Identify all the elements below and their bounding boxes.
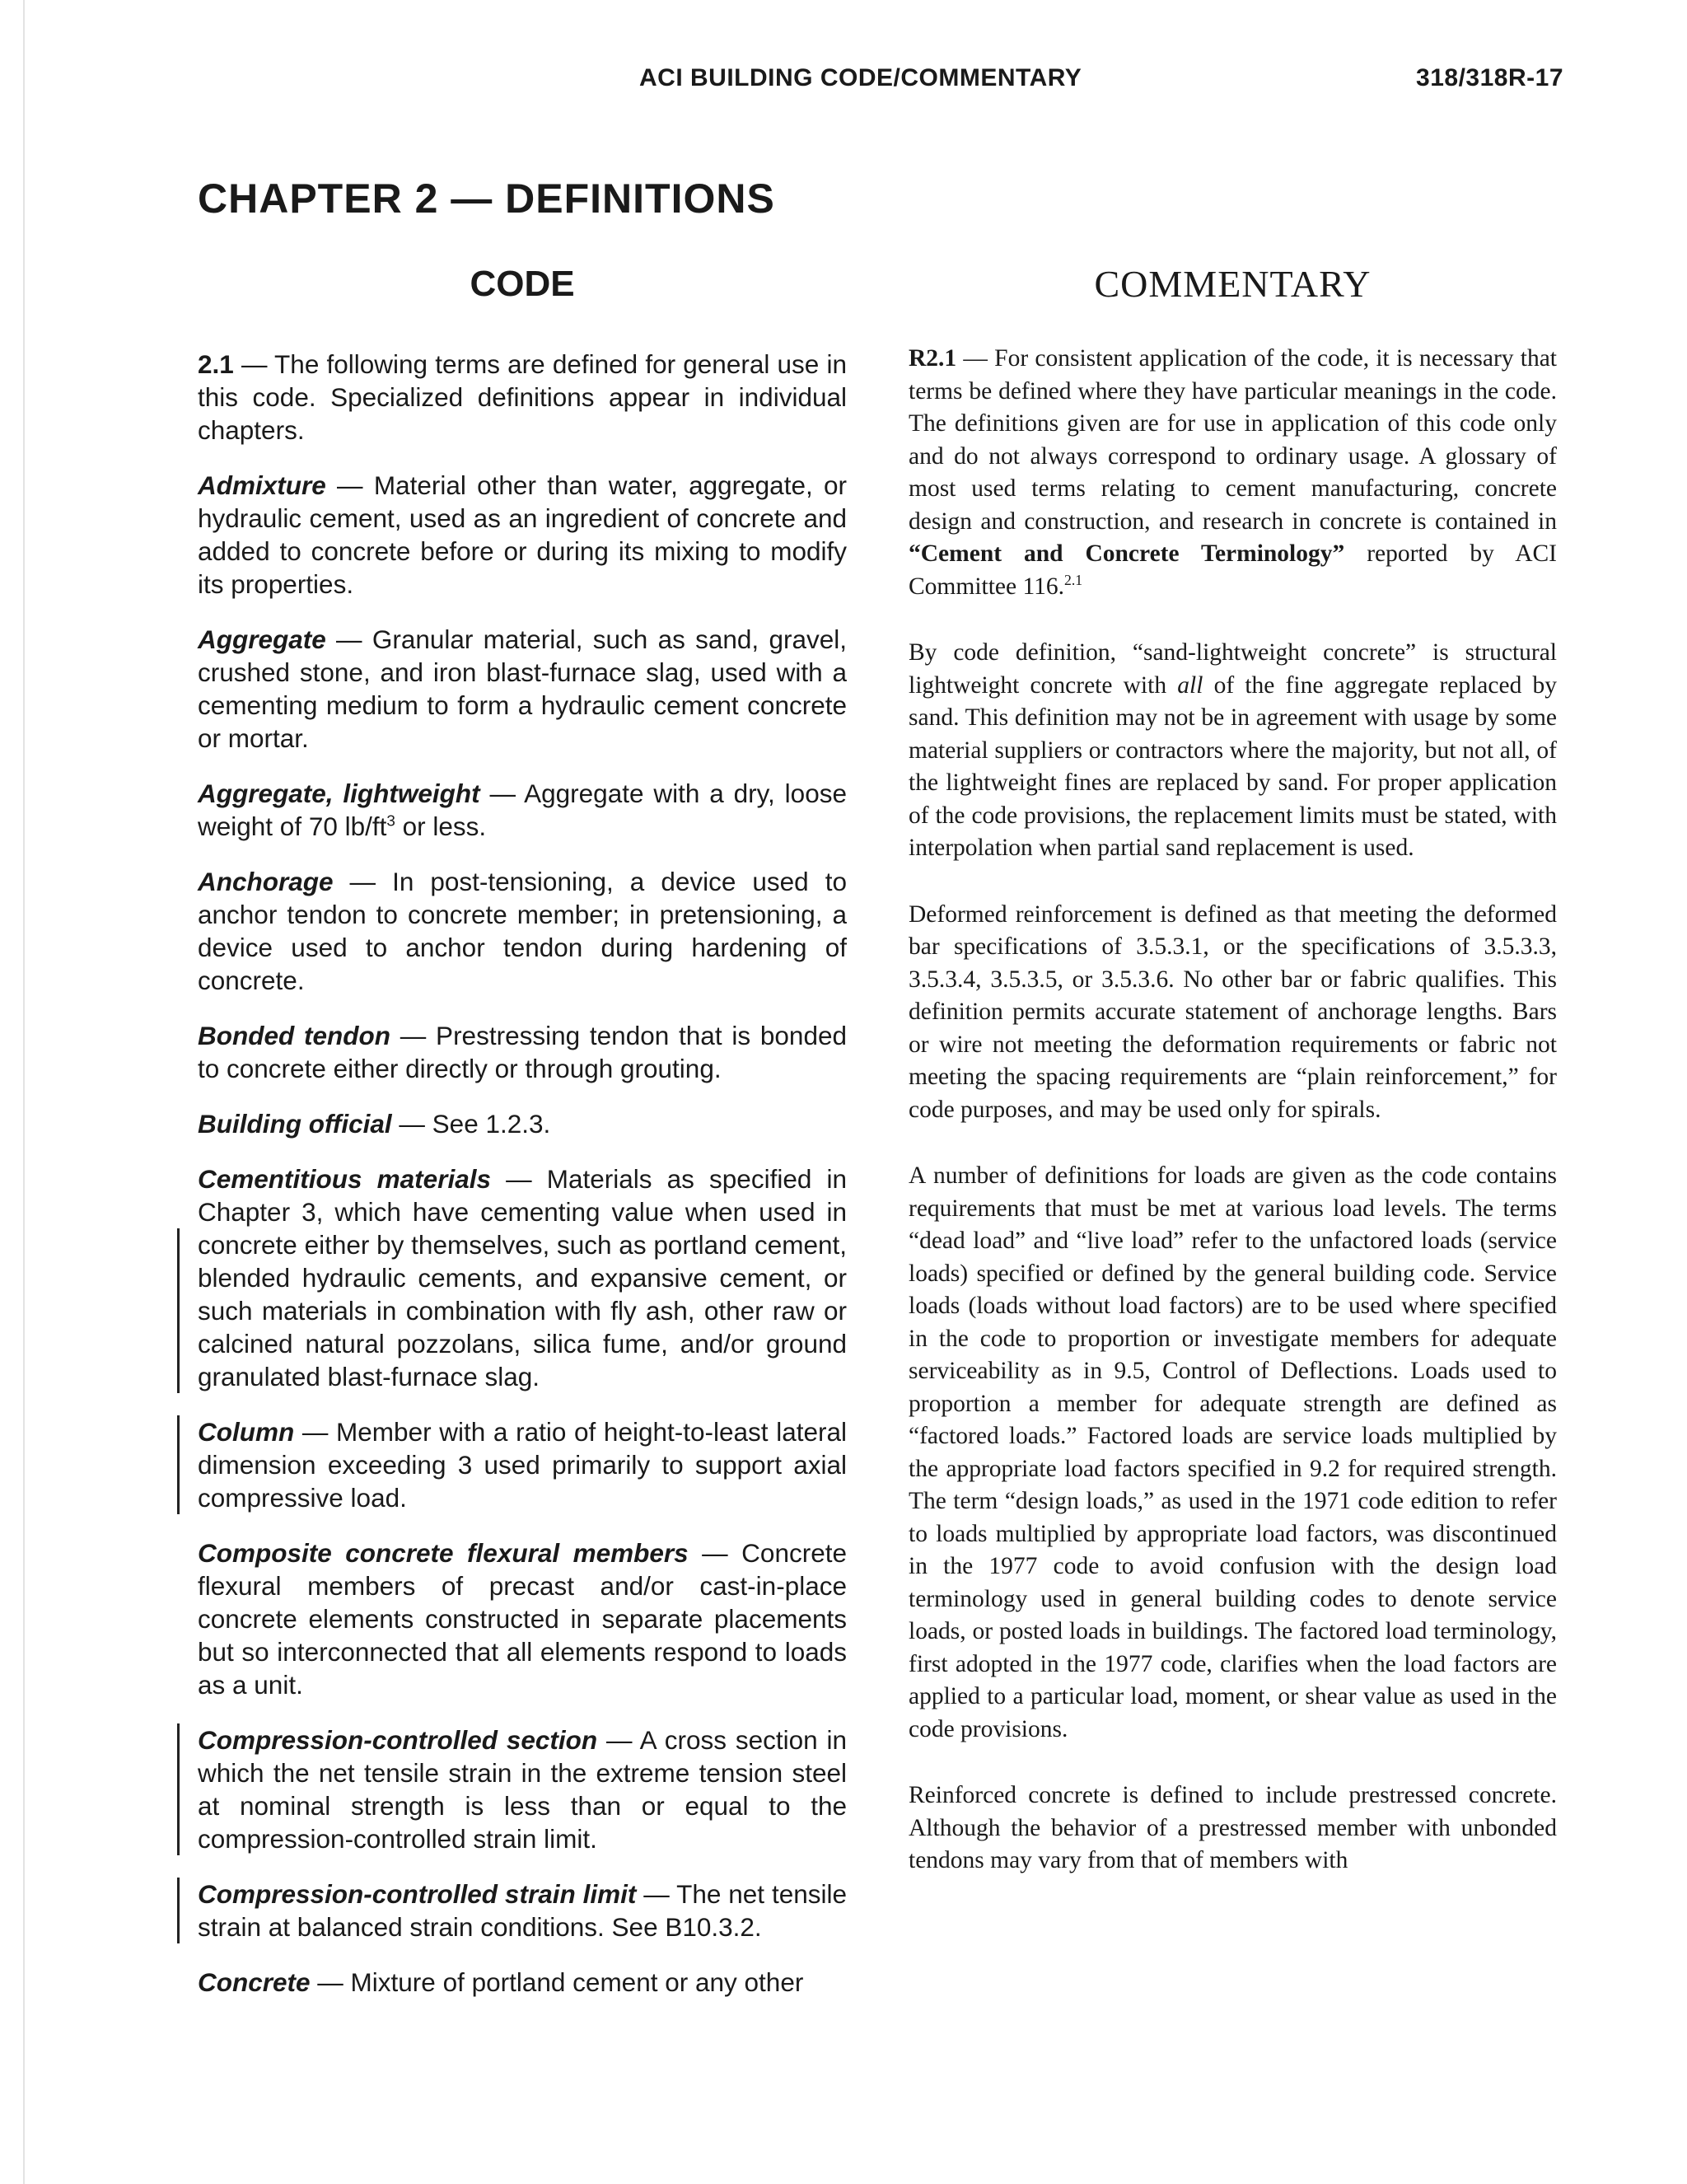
definition-admixture <box>198 469 847 601</box>
definition-bonded-tendon <box>198 1019 847 1085</box>
reference-superscript: 2.1 <box>1064 571 1083 588</box>
definition-text: — The net tensile strain at balanced strain conditions. See B10.3.2. <box>198 1879 847 1942</box>
definition-text: — Prestressing tendon that is bonded to concrete either directly or through grouting. <box>198 1021 847 1083</box>
commentary-r2-1 <box>909 343 1557 603</box>
definition-text: — Mixture of portland cement or any other <box>310 1967 804 1997</box>
code-column-heading: CODE <box>470 264 575 304</box>
revision-bar <box>177 1723 180 1855</box>
definition-text: — In post-tensioning, a device used to anchor tendon to concrete member; in pretensioning, a device used to anchor tendon during hardening of concrete. <box>198 867 847 995</box>
section-number: R2.1 <box>909 345 957 372</box>
commentary-text: By code definition, “sand-lightweight concrete” is structural lightweight concrete with <box>909 639 1557 699</box>
definition-term: Bonded tendon <box>198 1021 390 1050</box>
code-intro <box>198 348 847 447</box>
definition-term: Column <box>198 1417 295 1447</box>
definition-term: Cementitious materials <box>198 1164 491 1194</box>
definition-text: — Aggregate with a dry, loose weight of 70 lb/ft <box>198 779 847 841</box>
revision-bar <box>177 1415 180 1514</box>
scan-edge-line <box>23 0 25 2184</box>
definition-aggregate-lightweight <box>198 777 847 843</box>
definition-text: — Granular material, such as sand, gravel, crushed stone, and iron blast-furnace slag, used with a cementing medium to form a hydraulic cement concrete or mortar. <box>198 624 847 753</box>
emphasis: all <box>1177 671 1203 699</box>
definition-column <box>198 1415 847 1514</box>
definition-aggregate <box>198 623 847 755</box>
definition-compression-controlled-section <box>198 1723 847 1855</box>
definition-term: Concrete <box>198 1967 311 1997</box>
definition-term: Composite concrete flexural members <box>198 1538 689 1568</box>
code-column <box>198 348 847 2021</box>
commentary-sand-lightweight <box>909 637 1557 865</box>
definition-term: Admixture <box>198 470 326 500</box>
definition-anchorage <box>198 865 847 997</box>
definition-text: — Member with a ratio of height-to-least lateral dimension exceeding 3 used primarily to support axial compressive load. <box>198 1417 847 1513</box>
definition-term: Building official <box>198 1109 392 1139</box>
definition-building-official <box>198 1107 847 1140</box>
definition-text: — Materials as specified in Chapter 3, which have cementing value when used in concrete either by themselves, such as portland cement, blended hydraulic cements, and expansive cement, or such materials in combination with fly ash, other raw or calcined natural pozzolans, silica fume, and/or ground granulated blast-furnace slag. <box>198 1164 847 1391</box>
revision-bar <box>177 1878 180 1943</box>
definition-concrete <box>198 1966 847 1999</box>
running-header <box>0 64 1687 105</box>
definition-compression-controlled-strain-limit <box>198 1878 847 1943</box>
definition-cementitious-materials <box>198 1162 847 1393</box>
commentary-deformed-reinforcement: Deformed reinforcement is defined as that meeting the deformed bar specifications of 3.5.3.1, or the specifications of 3.5.3.3, 3.5.3.4, 3.5.3.5, or 3.5.3.6. No other bar or fabric qualifies. This definition permits accurate statement of anchorage lengths. Bars or wire not meeting the deformation requirements or fabric not meeting the spacing requirements are “plain reinforcement,” for code purposes, and may be used only for spirals. <box>909 900 1557 1123</box>
commentary-column <box>909 343 1557 1911</box>
commentary-column-heading: COMMENTARY <box>1094 263 1372 305</box>
chapter-title: CHAPTER 2 — DEFINITIONS <box>198 175 775 222</box>
definition-text-after: or less. <box>395 811 487 841</box>
definition-text: — Concrete flexural members of precast and/or cast-in-place concrete elements constructed in separate placements but so interconnected that all elements respond to loads as a unit. <box>198 1538 847 1700</box>
definition-term: Aggregate <box>198 624 326 654</box>
definition-term: Compression-controlled strain limit <box>198 1879 637 1909</box>
definition-term: Aggregate, lightweight <box>198 779 480 808</box>
commentary-text: of the fine aggregate replaced by sand. This definition may not be in agreement with usage by some material suppliers or contractors where the majority, but not all, of the lightweight fines are replaced by sand. For proper application of the code provisions, the replacement limits must be stated, with interpolation when partial sand replacement is used. <box>909 671 1558 861</box>
definition-term: Anchorage <box>198 867 334 896</box>
superscript: 3 <box>386 812 395 830</box>
revision-bar <box>177 1228 180 1393</box>
definition-term: Compression-controlled section <box>198 1725 598 1755</box>
definition-composite-flexural-members <box>198 1536 847 1701</box>
definition-text: — A cross section in which the net tensile strain in the extreme tension steel at nominal strength is less than or equal to the compression-controlled strain limit. <box>198 1725 848 1854</box>
commentary-reinforced-concrete: Reinforced concrete is defined to include prestressed concrete. Although the behavior of a prestressed member with unbonded tendons may vary from that of members with <box>909 1782 1557 1873</box>
running-title: ACI BUILDING CODE/COMMENTARY <box>639 64 1082 91</box>
definition-text: — Material other than water, aggregate, or hydraulic cement, used as an ingredient of concrete and added to concrete before or during its mixing to modify its properties. <box>198 470 847 599</box>
page-number: 318/318R-17 <box>1416 64 1563 91</box>
commentary-text: reported by ACI Committee 116. <box>909 540 1557 600</box>
reference-title: “Cement and Concrete Terminology” <box>909 540 1345 567</box>
commentary-loads: A number of definitions for loads are given as the code contains requirements that must be met at various load levels. The terms “dead load” and “live load” refer to the unfactored loads (service loads) specified or defined by the general building code. Service loads (loads without load factors) are to be used where specified in the code to proportion or investigate members for adequate serviceability as in 9.5, Control of Deflections. Loads used to proportion a member for adequate strength are defined as “factored loads.” Factored loads are service loads multiplied by the appropriate load factors specified in 9.2 for required strength. The term “design loads,” as used in the 1971 code edition to refer to loads multiplied by appropriate load factors, was discontinued in the 1977 code to avoid confusion with the design load terminology used in general building codes to denote service loads, or posted loads in buildings. The factored load terminology, first adopted in the 1977 code, clarifies when the load factors are applied to a particular load, moment, or shear value as used in the code provisions. <box>909 1162 1557 1742</box>
intro-text: — The following terms are defined for general use in this code. Specialized definitions appear in individual chapters. <box>198 349 847 445</box>
section-number: 2.1 <box>198 349 234 379</box>
definition-text: — See 1.2.3. <box>391 1109 551 1139</box>
commentary-text: — For consistent application of the code, it is necessary that terms be defined where they have particular meanings in the code. The definitions given are for use in application of this code only and do not always correspond to ordinary usage. A glossary of most used terms relating to cement manufacturing, concrete design and construction, and research in concrete is contained in <box>909 345 1557 535</box>
